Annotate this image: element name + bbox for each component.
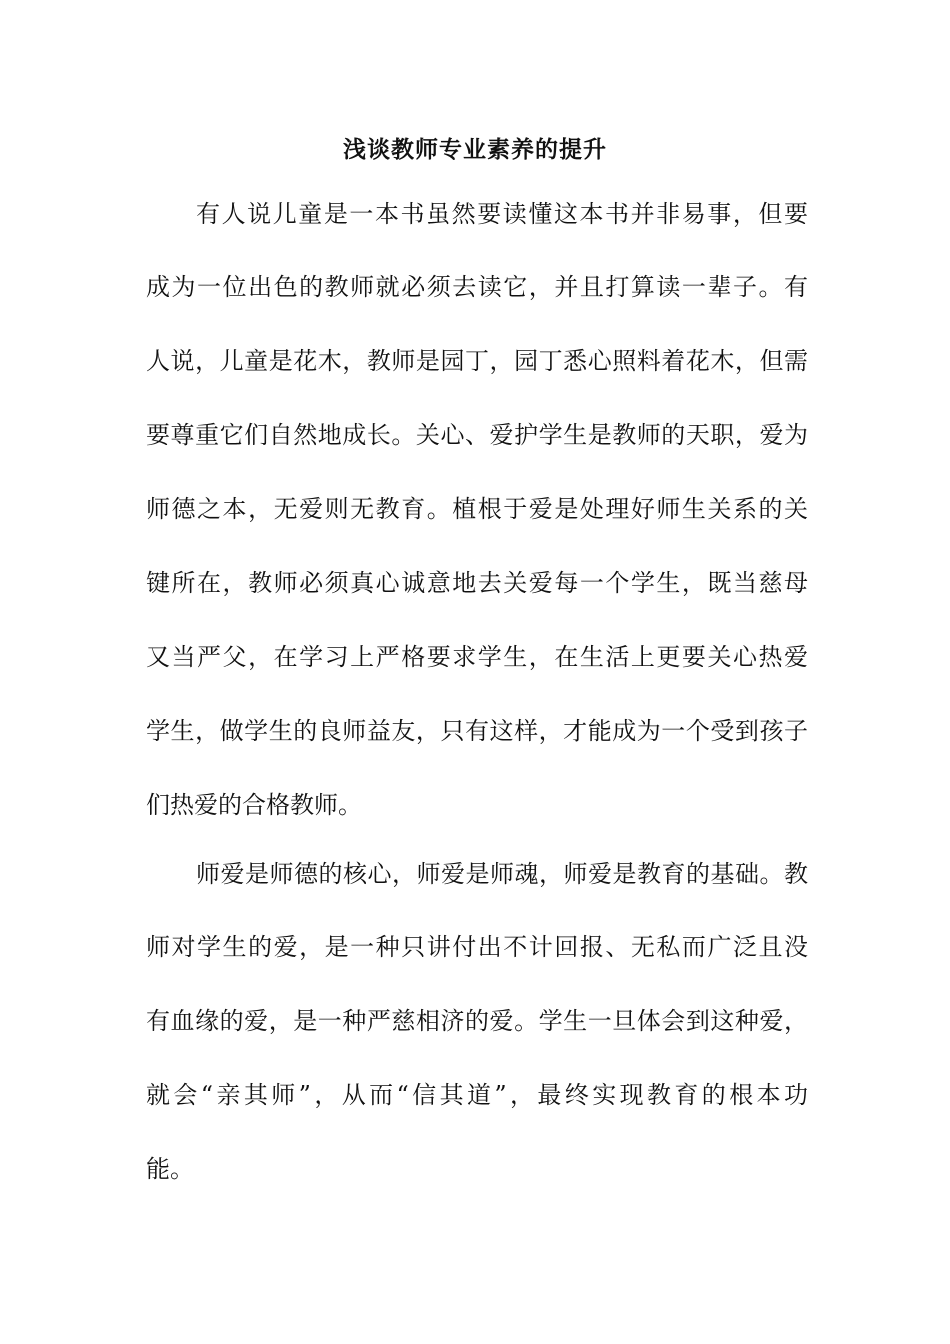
paragraph-line: 要尊重它们自然地成长。关心、爱护学生是教师的天职，爱为 (146, 421, 808, 449)
paragraph-line: 又当严父，在学习上严格要求学生，在生活上更要关心热爱 (146, 643, 808, 671)
paragraph-line: 学生，做学生的良师益友，只有这样，才能成为一个受到孩子 (146, 717, 808, 745)
paragraph-line: 有血缘的爱，是一种严慈相济的爱。学生一旦体会到这种爱， (146, 1007, 808, 1035)
paragraph-line: 师德之本，无爱则无教育。植根于爱是处理好师生关系的关 (146, 495, 808, 523)
paragraph-line: 师爱是师德的核心，师爱是师魂，师爱是教育的基础。教 (196, 860, 808, 888)
page-title: 浅谈教师专业素养的提升 (343, 136, 607, 163)
paragraph-line: 们热爱的合格教师。 (146, 791, 362, 819)
paragraph-line: 人说，儿童是花木，教师是园丁，园丁悉心照料着花木，但需 (146, 347, 808, 375)
paragraph-line: 有人说儿童是一本书虽然要读懂这本书并非易事，但要 (196, 200, 808, 228)
paragraph-line: 成为一位出色的教师就必须去读它，并且打算读一辈子。有 (146, 273, 808, 301)
paragraph-line: 能。 (146, 1155, 194, 1183)
paragraph-line: 就会“亲其师”，从而“信其道”，最终实现教育的根本功 (146, 1081, 808, 1109)
paragraph-line: 键所在，教师必须真心诚意地去关爱每一个学生，既当慈母 (146, 569, 808, 597)
paragraph-line: 师对学生的爱，是一种只讲付出不计回报、无私而广泛且没 (146, 933, 808, 961)
